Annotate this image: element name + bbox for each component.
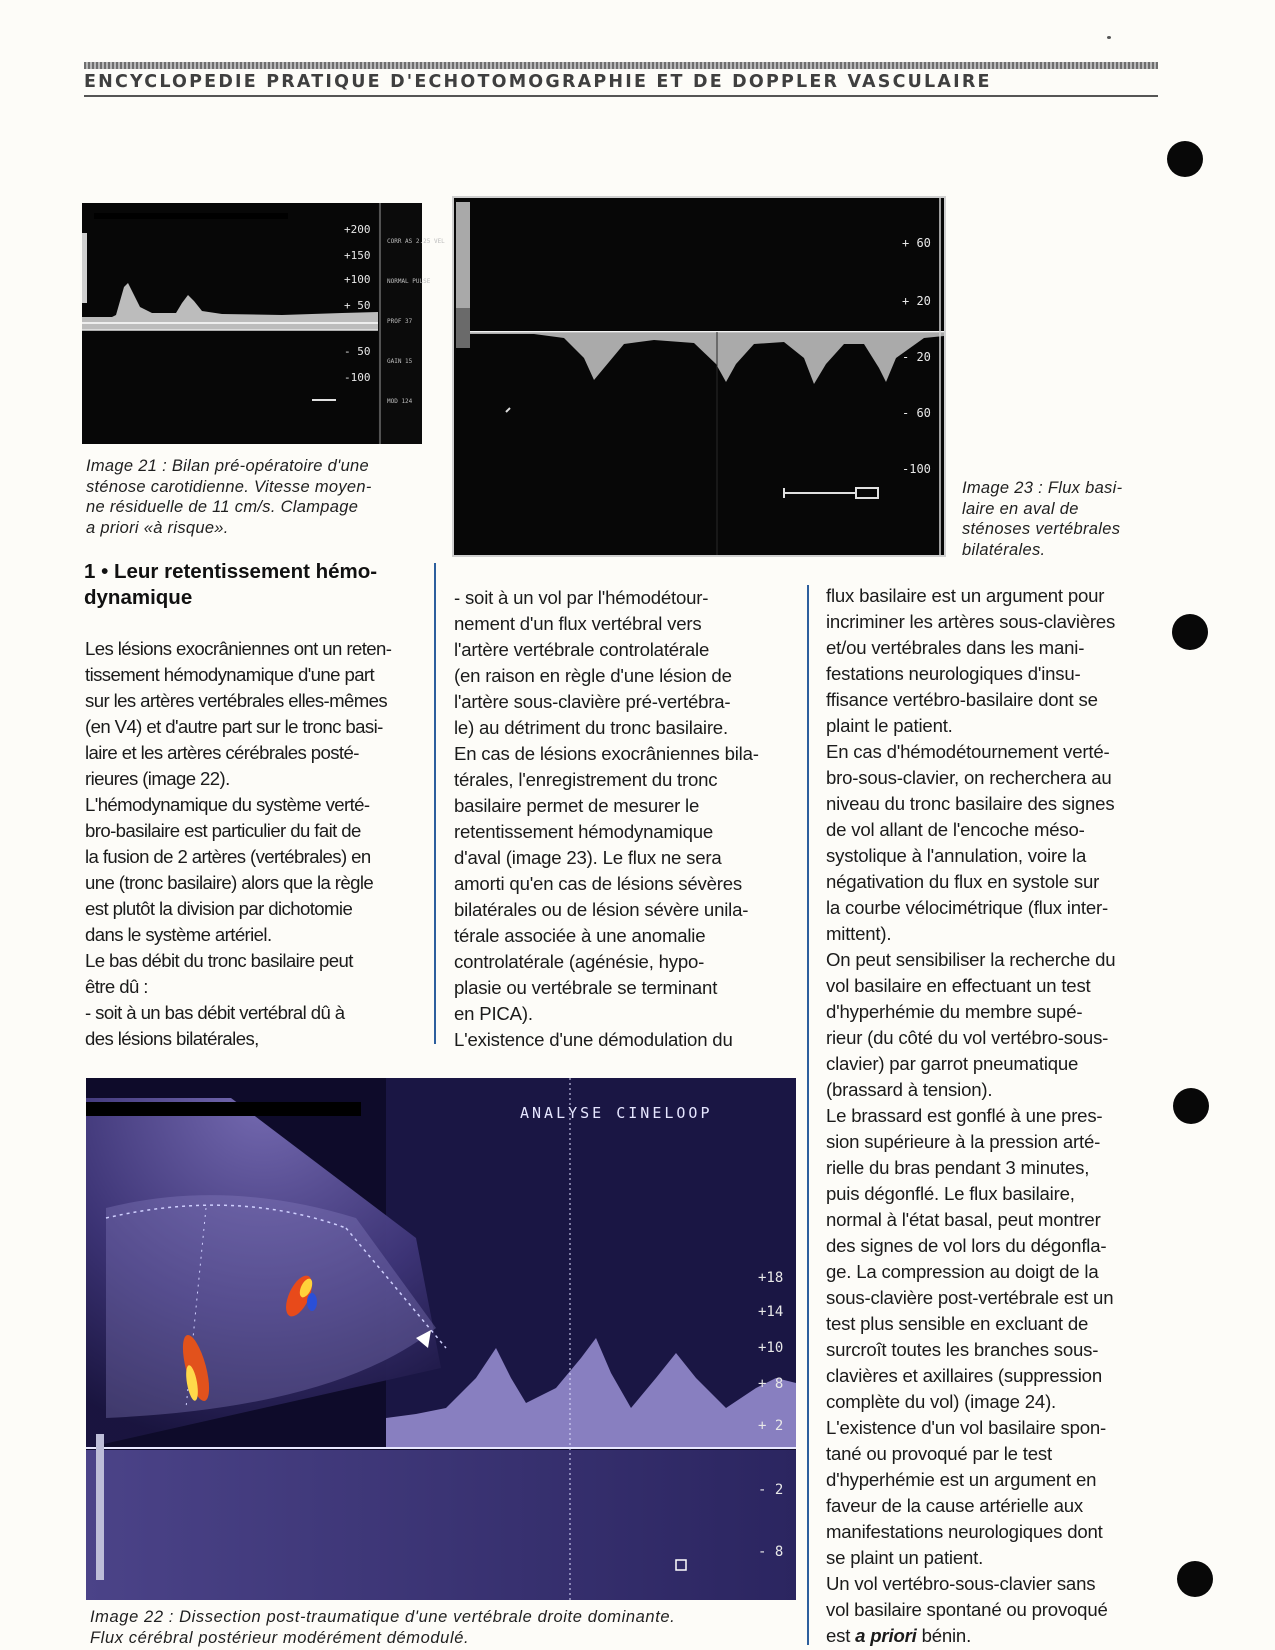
binder-hole (1167, 141, 1203, 177)
text-line: négativation du flux en systole sur (826, 871, 1100, 892)
doppler-spectrum-23 (454, 198, 944, 555)
velocity-scale-label: - 2 (758, 1482, 784, 1498)
text-line: nement d'un flux vertébral vers (454, 613, 702, 634)
text-line: L'hémodynamique du système verté- (85, 794, 370, 815)
text-line: sion supérieure à la pression arté- (826, 1131, 1101, 1152)
text-line: L'existence d'une démodulation du (454, 1029, 733, 1050)
text-line: faveur de la cause artérielle aux (826, 1495, 1083, 1516)
text-line: L'existence d'un vol basilaire spon- (826, 1417, 1107, 1438)
text-line: puis dégonflé. Le flux basilaire, (826, 1183, 1075, 1204)
text-line: des signes de vol lors du dégonfla- (826, 1235, 1107, 1256)
heading-line: dynamique (84, 586, 193, 609)
svg-text:PROF 37: PROF 37 (387, 318, 413, 325)
text-line: (brassard à tension). (826, 1079, 993, 1100)
heading-line: 1 • Leur retentissement hémo- (84, 560, 378, 583)
text-line: mittent). (826, 923, 892, 944)
caption-line: sténoses vertébrales (962, 520, 1121, 538)
velocity-scale-label: +150 (344, 249, 371, 262)
svg-text:MOD 124: MOD 124 (387, 398, 413, 405)
text-line: la fusion de 2 artères (vertébrales) en (85, 846, 371, 867)
text-line: bro-basilaire est particulier du fait de (85, 820, 361, 841)
text-line: des lésions bilatérales, (85, 1028, 259, 1049)
column-rule (434, 563, 436, 1044)
text-line: plasie ou vertébrale se terminant (454, 977, 718, 998)
caption-line: sténose carotidienne. Vitesse moyen- (86, 477, 372, 496)
caption-line: Image 22 : Dissection post-traumatique d'une vertébrale droite dominante. (90, 1608, 676, 1626)
caption-line: a priori «à risque». (86, 518, 229, 537)
velocity-scale-label: + 50 (344, 299, 371, 312)
text-line: l'artère sous-clavière pré-vertébra- (454, 691, 731, 712)
caption-line: Image 21 : Bilan pré-opératoire d'une (86, 457, 370, 475)
text-line: flux basilaire est un argument pour (826, 585, 1105, 606)
paper-speck (1107, 36, 1111, 39)
header-rule (84, 95, 1158, 97)
svg-text:GAIN 15: GAIN 15 (387, 358, 413, 365)
text-line: de vol allant de l'encoche méso- (826, 819, 1085, 840)
text-line: controlatérale (agénésie, hypo- (454, 951, 705, 972)
text-line: Les lésions exocrâniennes ont un reten- (85, 638, 392, 659)
text-line: térale associée à une anomalie (454, 925, 706, 946)
velocity-scale-label: +10 (758, 1340, 784, 1356)
text-column-1 (85, 636, 391, 1052)
caption-line: bilatérales. (962, 540, 1046, 559)
caption-line: Image 23 : Flux basi- (962, 479, 1123, 497)
text-line: retentissement hémodynamique (454, 821, 713, 842)
text-line: bro-sous-clavier, on recherchera au (826, 767, 1112, 788)
text-line: rieures (image 22). (85, 768, 230, 789)
velocity-scale-label: + 8 (758, 1376, 784, 1392)
caption-line: Flux cérébral postérieur modérément démodulé. (90, 1628, 470, 1647)
text-line: incriminer les artères sous-clavières (826, 611, 1116, 632)
color-doppler-image (86, 1078, 796, 1600)
text-line: bilatérales ou de lésion sévère unila- (454, 899, 749, 920)
doppler-image-23 (452, 196, 946, 557)
svg-text:NORMAL PULSE: NORMAL PULSE (387, 278, 431, 285)
text-line: est plutôt la division par dichotomie (85, 898, 353, 919)
text-line: être dû : (85, 976, 148, 997)
text-line: en PICA). (454, 1003, 533, 1024)
text-line: laire et les artères cérébrales posté- (85, 742, 359, 763)
text-line: niveau du tronc basilaire des signes (826, 793, 1115, 814)
velocity-scale-label: + 2 (758, 1418, 784, 1434)
header-title: ENCYCLOPEDIE PRATIQUE D'ECHOTOMOGRAPHIE ET DE DOPPLER VASCULAIRE (84, 72, 992, 92)
text-line: On peut sensibiliser la recherche du (826, 949, 1116, 970)
text-line: tissement hémodynamique d'une part (85, 664, 375, 685)
velocity-scale-label: +100 (344, 273, 371, 286)
velocity-scale-label: - 20 (902, 350, 931, 364)
text-line: festations neurologiques d'insu- (826, 663, 1081, 684)
text-line: sous-clavière post-vertébrale est un (826, 1287, 1114, 1308)
velocity-scale-label: + 60 (902, 236, 931, 250)
text-line: se plaint un patient. (826, 1547, 984, 1568)
text-line: dans le système artériel. (85, 924, 272, 945)
text-fragment: bénin. (916, 1625, 972, 1646)
text-line: sur les artères vertébrales elles-mêmes (85, 690, 388, 711)
text-line: amorti qu'en cas de lésions sévères (454, 873, 743, 894)
text-line: la courbe vélocimétrique (flux inter- (826, 897, 1108, 918)
cineloop-label: ANALYSE CINELOOP (520, 1104, 713, 1122)
velocity-scale-label: - 8 (758, 1544, 784, 1560)
caption-line: laire en aval de (962, 499, 1079, 518)
text-line: complète du vol) (image 24). (826, 1391, 1057, 1412)
doppler-image-21 (82, 203, 445, 444)
text-line: En cas de lésions exocrâniennes bila- (454, 743, 759, 764)
text-line: rieur (du côté du vol vertébro-sous- (826, 1027, 1109, 1048)
text-column-2 (454, 585, 759, 1053)
text-line: clavières et axillaires (suppression (826, 1365, 1102, 1386)
caption-image-22 (90, 1607, 675, 1648)
text-line: vol basilaire spontané ou provoqué (826, 1599, 1108, 1620)
binder-hole (1172, 614, 1208, 650)
velocity-scale-label: -100 (902, 462, 931, 476)
text-line: ffisance vertébro-basilaire dont se (826, 689, 1098, 710)
text-line: une (tronc basilaire) alors que la règle (85, 872, 374, 893)
text-column-3 (826, 583, 1115, 1649)
text-line: plaint le patient. (826, 715, 953, 736)
doppler-image-22 (86, 1078, 796, 1600)
caption-line: ne résiduelle de 11 cm/s. Clampage (86, 498, 359, 516)
text-line: test plus sensible en excluant de (826, 1313, 1089, 1334)
text-line: d'hyperhémie du membre supé- (826, 1001, 1083, 1022)
text-line: ge. La compression au doigt de la (826, 1261, 1099, 1282)
text-line: basilaire permet de mesurer le (454, 795, 700, 816)
velocity-scale-label: +14 (758, 1304, 784, 1320)
text-line (826, 1623, 1115, 1649)
velocity-scale-label: +18 (758, 1270, 784, 1286)
binder-hole (1177, 1561, 1213, 1597)
running-header (84, 62, 1158, 97)
text-line: le) au détriment du tronc basilaire. (454, 717, 728, 738)
column-rule (807, 585, 809, 1645)
binder-hole (1173, 1088, 1209, 1124)
text-line: vol basilaire en effectuant un test (826, 975, 1091, 996)
text-line: surcroît toutes les branches sous- (826, 1339, 1099, 1360)
text-line: En cas d'hémodétournement verté- (826, 741, 1110, 762)
text-line: normal à l'état basal, peut montrer (826, 1209, 1101, 1230)
text-line: d'hyperhémie est un argument en (826, 1469, 1097, 1490)
section-heading (84, 559, 377, 611)
text-line: rielle du bras pendant 3 minutes, (826, 1157, 1090, 1178)
caption-image-23 (962, 478, 1122, 560)
text-line: - soit à un bas débit vertébral dû à (85, 1002, 345, 1023)
svg-text:CORR AS 2.25 VEL: CORR AS 2.25 VEL (387, 238, 445, 245)
text-line: d'aval (image 23). Le flux ne sera (454, 847, 722, 868)
text-line: Le bas débit du tronc basilaire peut (85, 950, 353, 971)
text-line: Le brassard est gonflé à une pres- (826, 1105, 1103, 1126)
header-stripe (84, 62, 1158, 69)
text-line: tané ou provoqué par le test (826, 1443, 1052, 1464)
velocity-scale-label: - 50 (344, 345, 371, 358)
velocity-scale-label: +200 (344, 223, 371, 236)
doppler-spectrum-21 (82, 203, 445, 444)
emphasis-text: a priori (855, 1625, 917, 1646)
caption-image-21 (86, 456, 372, 538)
velocity-scale-label: -100 (344, 371, 371, 384)
text-line: - soit à un vol par l'hémodétour- (454, 587, 709, 608)
text-line: Un vol vertébro-sous-clavier sans (826, 1573, 1096, 1594)
text-line: manifestations neurologiques dont (826, 1521, 1103, 1542)
text-line: systolique à l'annulation, voire la (826, 845, 1087, 866)
velocity-scale-label: + 20 (902, 294, 931, 308)
text-line: clavier) par garrot pneumatique (826, 1053, 1079, 1074)
velocity-scale-label: - 60 (902, 406, 931, 420)
text-line: térales, l'enregistrement du tronc (454, 769, 718, 790)
text-fragment: est (826, 1625, 856, 1646)
text-line: l'artère vertébrale controlatérale (454, 639, 710, 660)
text-line: (en V4) et d'autre part sur le tronc basi- (85, 716, 383, 737)
text-line: et/ou vertébrales dans les mani- (826, 637, 1085, 658)
text-line: (en raison en règle d'une lésion de (454, 665, 732, 686)
